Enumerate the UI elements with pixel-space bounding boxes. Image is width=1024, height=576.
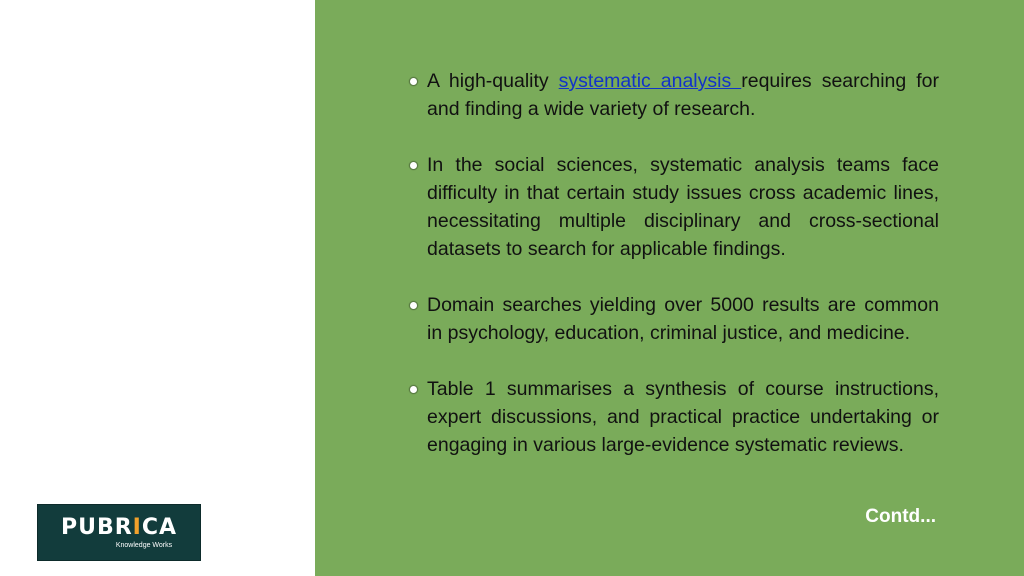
bullet-item: [408, 67, 939, 123]
bullet-item: [408, 375, 939, 459]
logo-tagline: Knowledge Works: [115, 541, 173, 549]
bullet-text-pre: A high-quality: [427, 70, 559, 92]
logo-word-accent: I: [132, 514, 142, 540]
contd-label: Contd...: [865, 506, 936, 527]
bullet-text: Domain searches yielding over 5000 results are common in psychology, education, criminal justice, and medicine.: [427, 294, 939, 344]
left-white-panel: [0, 0, 315, 576]
bullet-dot-icon: [409, 385, 418, 394]
logo-word-part: PUBR: [60, 514, 133, 540]
bullet-dot-icon: [409, 77, 418, 86]
pubrica-logo: [37, 504, 201, 561]
bullet-item: [408, 151, 939, 263]
bullet-dot-icon: [409, 161, 418, 170]
bullet-text: Table 1 summarises a synthesis of course instructions, expert discussions, and practical practice undertaking or engaging in various large-evidence systematic reviews.: [427, 378, 939, 456]
bullet-dot-icon: [409, 301, 418, 310]
bullet-text: In the social sciences, systematic analysis teams face difficulty in that certain study issues cross academic lines, necessitating multiple disciplinary and cross-sectional datasets to search for applicable findings.: [427, 154, 939, 260]
bullet-list: [408, 67, 939, 459]
logo-word-part: CA: [141, 514, 178, 540]
logo-wordmark: [61, 516, 177, 540]
systematic-analysis-link[interactable]: systematic analysis: [558, 70, 742, 92]
bullet-text-post: requires searching for and finding a wide variety of research.: [427, 70, 939, 120]
bullet-item: [408, 291, 939, 347]
